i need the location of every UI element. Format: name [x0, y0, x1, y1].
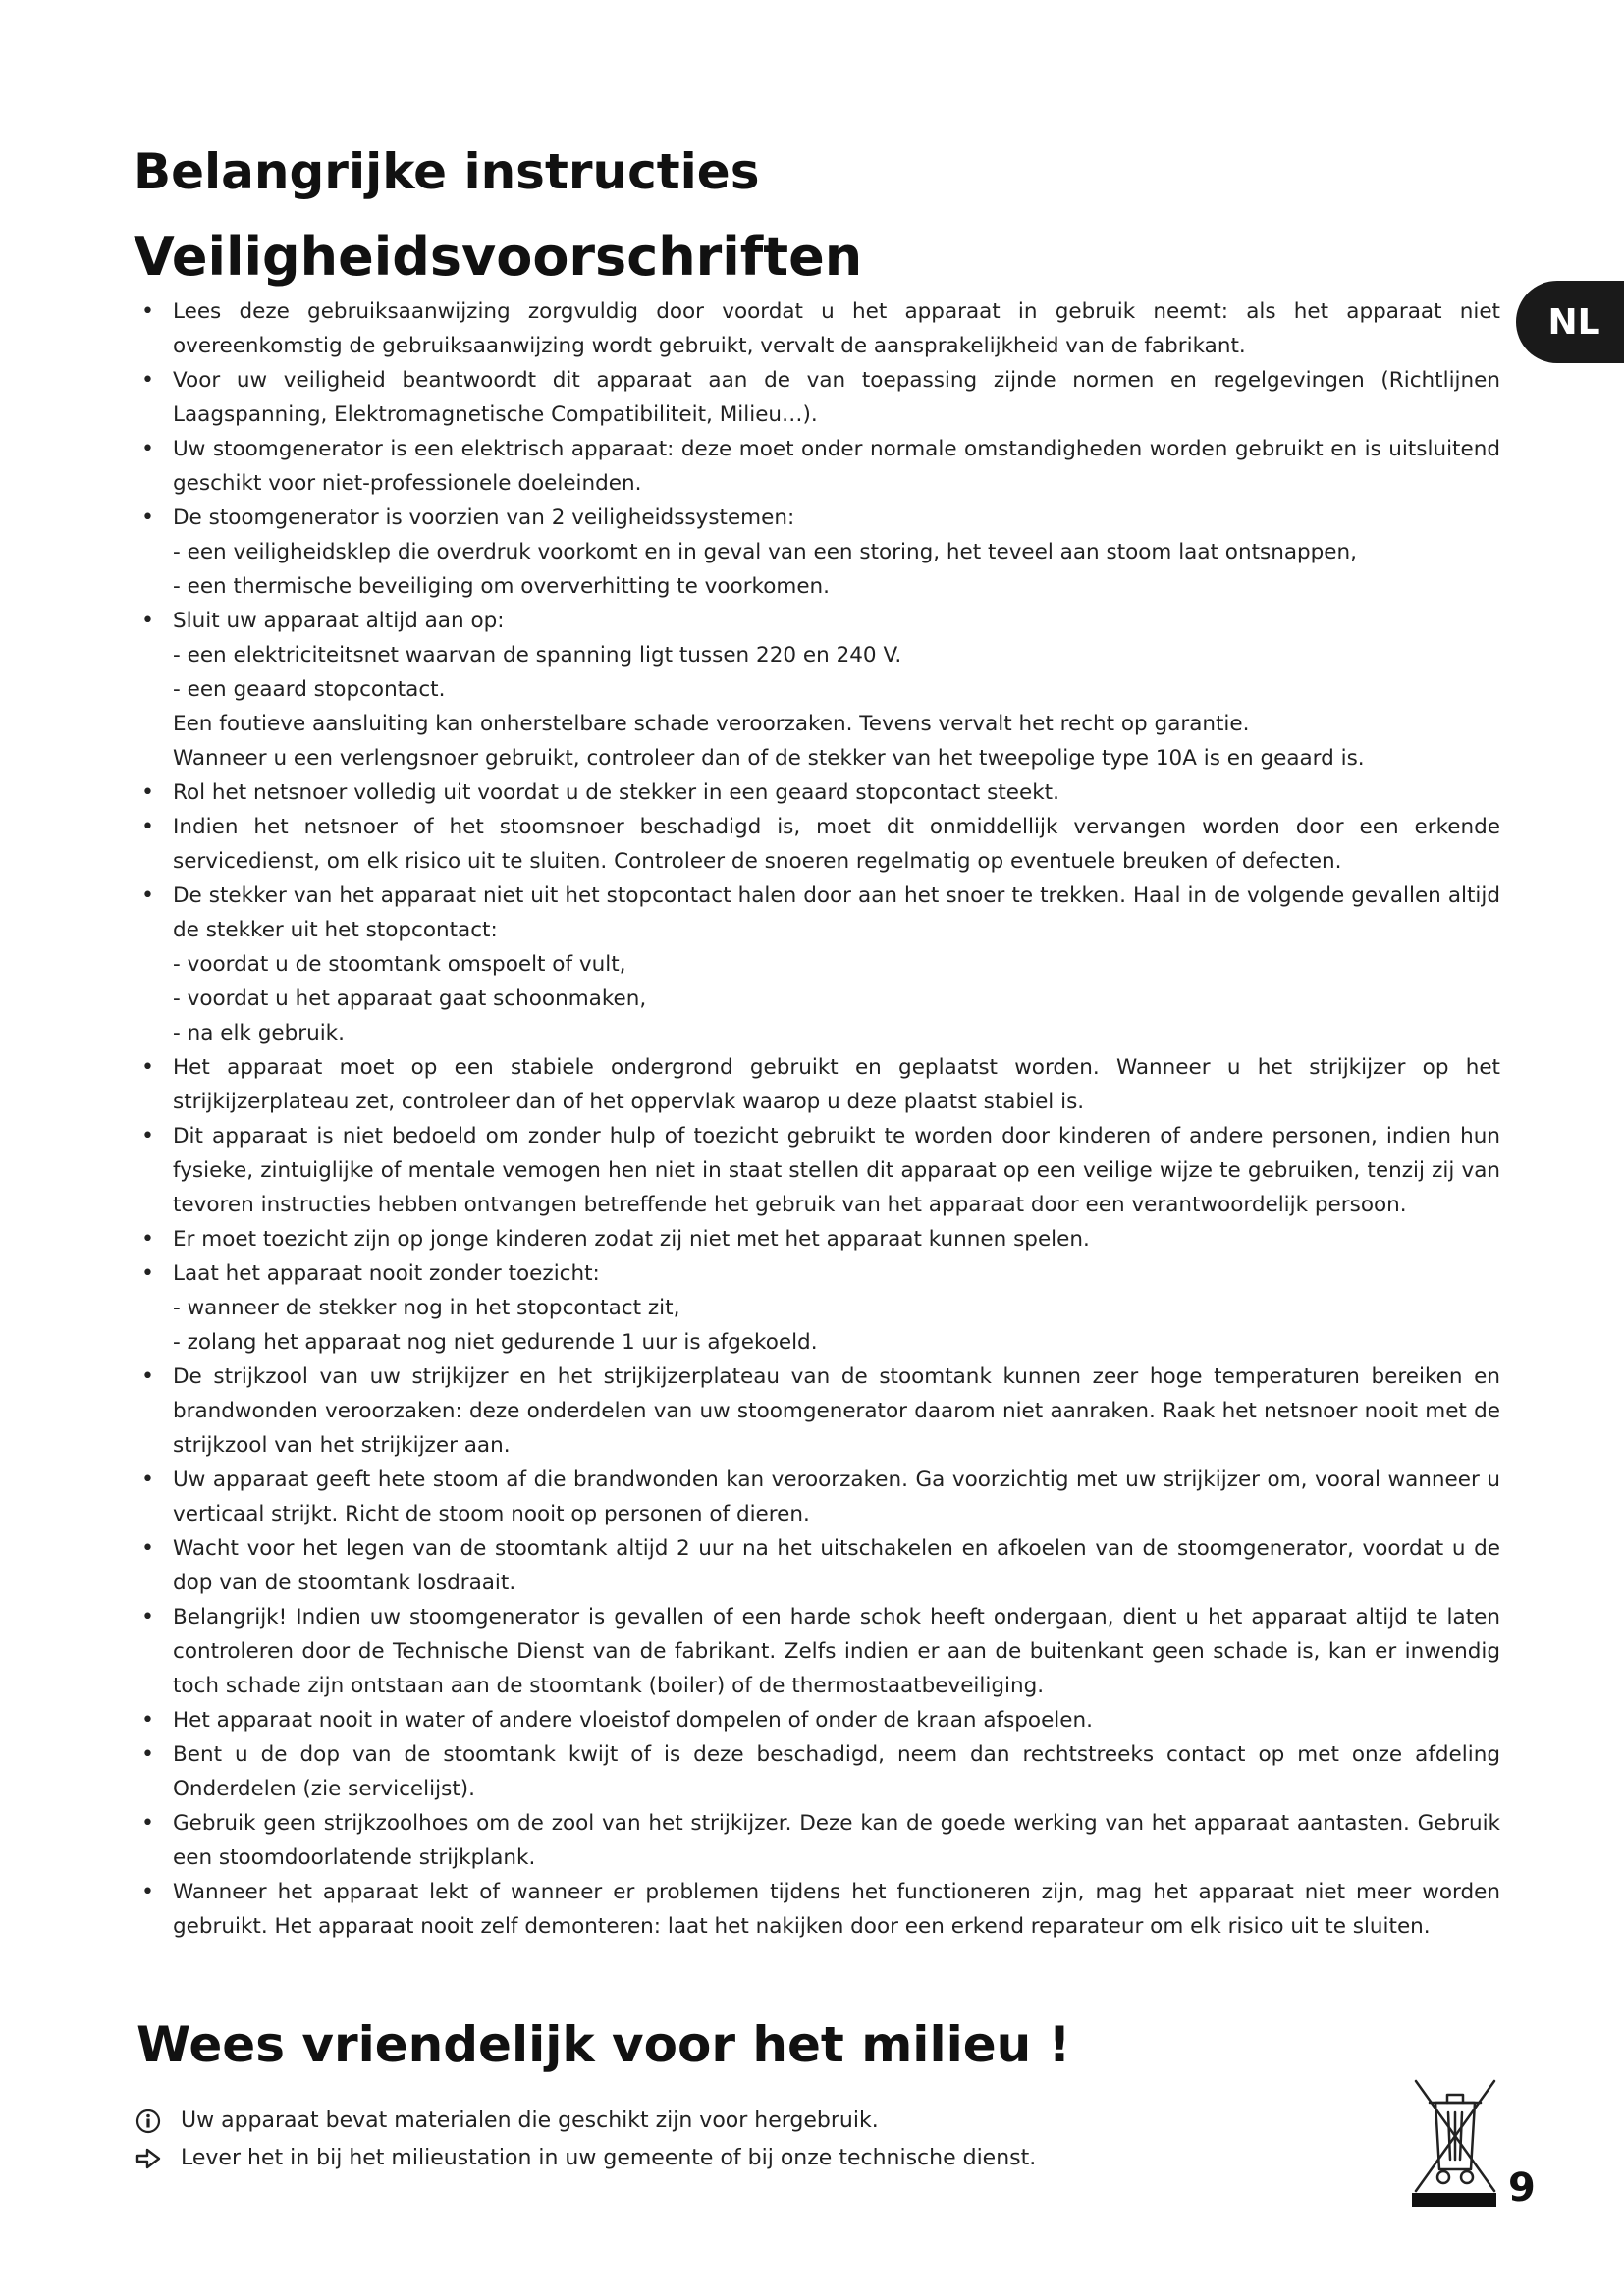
safety-item — [134, 775, 1500, 810]
safety-item — [134, 810, 1500, 879]
bullet-icon: • — [141, 1055, 154, 1080]
safety-item-text: Wanneer het apparaat lekt of wanneer er problemen tijdens het functioneren zijn, mag het apparaat niet meer worden gebruikt. Het apparaat nooit zelf demonteren: laat het nakijken door een erkend reparateur om elk risico uit te sluiten. — [173, 1880, 1500, 1939]
bullet-icon: • — [141, 368, 154, 393]
main-heading: Belangrijke instructies — [134, 143, 760, 200]
safety-item-text: Belangrijk! Indien uw stoomgenerator is gevallen of een harde schok heeft ondergaan, dient u het apparaat altijd te laten controleren door de Technische Dienst van de fabrikant. Zelfs indien er aan de buitenkant geen schade is, kan er inwendig toch schade zijn ontstaan aan de stoomtank (boiler) of de thermostaatbeveiliging. — [173, 1605, 1500, 1698]
safety-item — [134, 432, 1500, 501]
safety-subitem: - een veiligheidsklep die overdruk voorkomt en in geval van een storing, het teveel aan stoom laat ontsnappen, — [173, 540, 1357, 564]
bullet-icon: • — [141, 1124, 154, 1148]
safety-item — [134, 1256, 1500, 1291]
safety-item-text: De strijkzool van uw strijkijzer en het strijkijzerplateau van de stoomtank kunnen zeer hoge temperaturen bereiken en brandwonden veroorzaken: deze onderdelen van uw stoomgenerator daarom niet aanraken. Raak het netsnoer nooit met de strijkzool van het strijkijzer aan. — [173, 1364, 1500, 1458]
safety-item — [134, 1531, 1500, 1600]
safety-item — [134, 1222, 1500, 1256]
safety-item — [134, 1119, 1500, 1222]
bullet-icon: • — [141, 1880, 154, 1904]
safety-item-text: Er moet toezicht zijn op jonge kinderen zodat zij niet met het apparaat kunnen spelen. — [173, 1227, 1090, 1252]
safety-item — [134, 1875, 1500, 1944]
page-number: 9 — [1508, 2165, 1536, 2211]
safety-item — [134, 879, 1500, 947]
safety-item-text: Uw apparaat geeft hete stoom af die brandwonden kan veroorzaken. Ga voorzichtig met uw strijkijzer om, vooral wanneer u verticaal strijkt. Richt de stoom nooit op personen of dieren. — [173, 1468, 1500, 1526]
bullet-icon: • — [141, 1536, 154, 1561]
environment-section — [135, 2103, 1314, 2177]
safety-subitem: - voordat u het apparaat gaat schoonmaken, — [173, 987, 647, 1011]
safety-subitem: - na elk gebruik. — [173, 1021, 345, 1045]
bullet-icon: • — [141, 1364, 154, 1389]
safety-instructions-list — [134, 294, 1500, 1944]
safety-subitem: - een thermische beveiliging om oververhitting te voorkomen. — [173, 574, 831, 599]
safety-subitems — [134, 535, 1500, 604]
safety-item-text: Lees deze gebruiksaanwijzing zorgvuldig door voordat u het apparaat in gebruik neemt: als het apparaat niet overeenkomstig de gebruiksaanwijzing wordt gebruikt, vervalt de aansprakelijkheid van de fabrikant. — [173, 299, 1500, 358]
safety-subitems — [134, 638, 1500, 775]
crossed-bin-icon — [1406, 2075, 1500, 2213]
safety-item-text: Gebruik geen strijkzoolhoes om de zool van het strijkijzer. Deze kan de goede werking van het apparaat aantasten. Gebruik een stoomdoorlatende strijkplank. — [173, 1811, 1500, 1870]
safety-item — [134, 1703, 1500, 1737]
safety-subitem: - een geaard stopcontact. — [173, 677, 446, 702]
info-icon — [135, 2109, 181, 2134]
safety-item — [134, 1737, 1500, 1806]
bullet-icon: • — [141, 437, 154, 461]
safety-item-text: Uw stoomgenerator is een elektrisch apparaat: deze moet onder normale omstandigheden worden gebruikt en is uitsluitend geschikt voor niet-professionele doeleinden. — [173, 437, 1500, 496]
safety-item-text: Bent u de dop van de stoomtank kwijt of is deze beschadigd, neem dan rechtstreeks contact op met onze afdeling Onderdelen (zie servicelijst). — [173, 1742, 1500, 1801]
bullet-icon: • — [141, 299, 154, 324]
safety-item — [134, 604, 1500, 638]
safety-item-text: Het apparaat moet op een stabiele ondergrond gebruikt en geplaatst worden. Wanneer u het strijkijzer op het strijkijzerplateau zet, controleer dan of het oppervlak waarop u deze plaatst stabiel is. — [173, 1055, 1500, 1114]
bullet-icon: • — [141, 1605, 154, 1629]
safety-subitems — [134, 947, 1500, 1050]
safety-item-text: Wacht voor het legen van de stoomtank altijd 2 uur na het uitschakelen en afkoelen van de stoomgenerator, voordat u de dop van de stoomtank losdraait. — [173, 1536, 1500, 1595]
bullet-icon: • — [141, 1227, 154, 1252]
safety-item — [134, 294, 1500, 363]
safety-item-text: Sluit uw apparaat altijd aan op: — [173, 609, 505, 633]
safety-subitem: - zolang het apparaat nog niet gedurende 1 uur is afgekoeld. — [173, 1330, 818, 1355]
page-number-bar — [1412, 2193, 1496, 2207]
safety-heading: Veiligheidsvoorschriften — [134, 226, 863, 288]
safety-item — [134, 1463, 1500, 1531]
safety-item-text: Voor uw veiligheid beantwoordt dit apparaat aan de van toepassing zijnde normen en regelgevingen (Richtlijnen Laagspanning, Elektromagnetische Compatibiliteit, Milieu…). — [173, 368, 1500, 427]
arrow-right-icon — [135, 2148, 181, 2169]
bullet-icon: • — [141, 1811, 154, 1836]
bullet-icon: • — [141, 1261, 154, 1286]
environment-info-text: Uw apparaat bevat materialen die geschikt zijn voor hergebruik. — [181, 2109, 879, 2133]
safety-item-text: Dit apparaat is niet bedoeld om zonder hulp of toezicht gebruikt te worden door kinderen of andere personen, indien hun fysieke, zintuiglijke of mentale vemogen hen niet in staat stellen dit apparaat op een veilige wijze te gebruiken, tenzij zij van tevoren instructies hebben ontvangen betreffende het gebruik van het apparaat door een verantwoordelijk persoon. — [173, 1124, 1500, 1217]
safety-item-text: Laat het apparaat nooit zonder toezicht: — [173, 1261, 600, 1286]
bullet-icon: • — [141, 609, 154, 633]
safety-subitem: Een foutieve aansluiting kan onherstelbare schade veroorzaken. Tevens vervalt het recht op garantie. — [173, 712, 1250, 736]
safety-subitem: - voordat u de stoomtank omspoelt of vult, — [173, 952, 626, 977]
environment-action-text: Lever het in bij het milieustation in uw gemeente of bij onze technische dienst. — [181, 2146, 1037, 2170]
bullet-icon: • — [141, 1708, 154, 1733]
safety-item — [134, 1360, 1500, 1463]
safety-item-text: Het apparaat nooit in water of andere vloeistof dompelen of onder de kraan afspoelen. — [173, 1708, 1093, 1733]
safety-item — [134, 1050, 1500, 1119]
environment-action-row — [135, 2140, 1314, 2177]
safety-item-text: Indien het netsnoer of het stoomsnoer beschadigd is, moet dit onmiddellijk vervangen worden door een erkende servicedienst, om elk risico uit te sluiten. Controleer de snoeren regelmatig op eventuele breuken of defecten. — [173, 815, 1500, 874]
bullet-icon: • — [141, 883, 154, 908]
bullet-icon: • — [141, 780, 154, 805]
environment-info-row — [135, 2103, 1314, 2140]
safety-subitem: Wanneer u een verlengsnoer gebruikt, controleer dan of de stekker van het tweepolige type 10A is en geaard is. — [173, 746, 1365, 771]
safety-subitem: - wanneer de stekker nog in het stopcontact zit, — [173, 1296, 680, 1320]
language-tab: NL — [1516, 281, 1624, 363]
safety-subitems — [134, 1291, 1500, 1360]
safety-item-text: De stekker van het apparaat niet uit het stopcontact halen door aan het snoer te trekken. Haal in de volgende gevallen altijd de stekker uit het stopcontact: — [173, 883, 1500, 942]
safety-item — [134, 363, 1500, 432]
safety-item-text: De stoomgenerator is voorzien van 2 veiligheidssystemen: — [173, 506, 795, 530]
safety-item — [134, 1806, 1500, 1875]
safety-subitem: - een elektriciteitsnet waarvan de spanning ligt tussen 220 en 240 V. — [173, 643, 902, 667]
bullet-icon: • — [141, 1742, 154, 1767]
safety-item-text: Rol het netsnoer volledig uit voordat u de stekker in een geaard stopcontact steekt. — [173, 780, 1059, 805]
safety-item — [134, 501, 1500, 535]
bullet-icon: • — [141, 815, 154, 839]
safety-item — [134, 1600, 1500, 1703]
bullet-icon: • — [141, 1468, 154, 1492]
environment-heading: Wees vriendelijk voor het milieu ! — [136, 2016, 1071, 2073]
bullet-icon: • — [141, 506, 154, 530]
